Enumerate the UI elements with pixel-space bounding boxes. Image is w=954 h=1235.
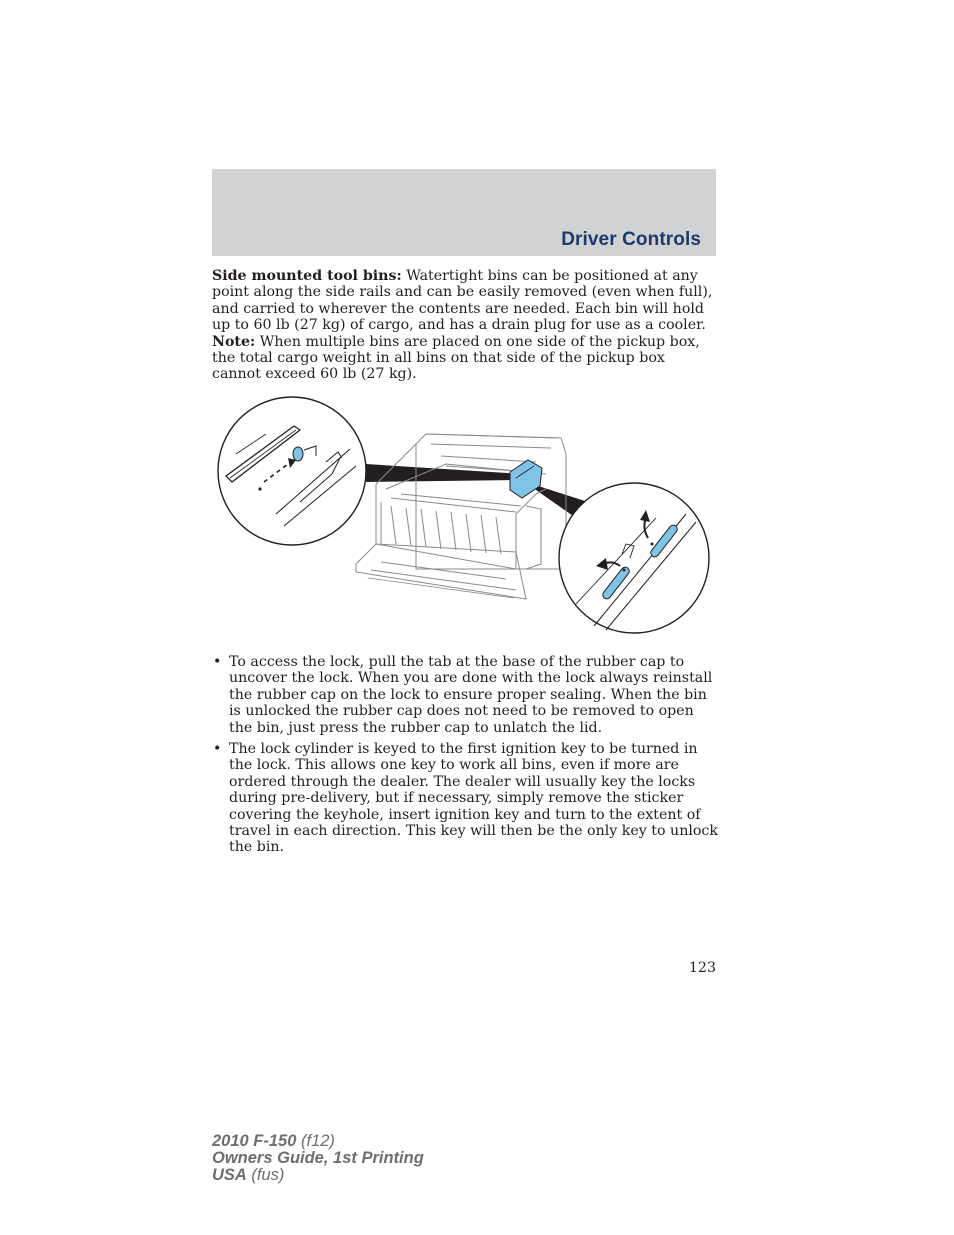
note-label: Note: (212, 333, 256, 350)
intro-paragraph (212, 268, 718, 383)
pickup-truck-drawing (356, 434, 566, 599)
bullet-marker: • (213, 741, 222, 758)
list-item (212, 741, 718, 856)
intro-lead: Side mounted tool bins: (212, 268, 402, 284)
list-item (212, 654, 718, 736)
bullet-text: To access the lock, pull the tab at the base of the rubber cap to uncover the lock. When you are done with the lock always reinstall the rubber cap on the lock to ensure proper sealing. When the bin is unlocked the rubber cap does not need to be removed to open the bin, just press the rubber cap to unlatch the lid. (229, 654, 713, 736)
tool-bin-illustration (216, 394, 712, 634)
tool-bin (510, 460, 542, 498)
page-number: 123 (688, 960, 716, 976)
section-title: Driver Controls (561, 229, 701, 250)
lock-cap-icon (293, 447, 303, 461)
lock-detail-inset (218, 397, 366, 545)
lock-instructions-list (212, 654, 718, 861)
footer-printing: Owners Guide, 1st Printing (212, 1149, 424, 1167)
section-header-band (212, 169, 716, 256)
removal-detail-inset (559, 483, 709, 633)
footer-region-code: (fus) (246, 1166, 285, 1184)
footer-model-code: (f12) (296, 1132, 335, 1150)
document-footer (212, 1133, 424, 1184)
note-text: When multiple bins are placed on one side of the pickup box, the total cargo weight in all bins on that side of the pickup box cannot exceed 60 lb (27 kg). (212, 333, 700, 383)
bullet-marker: • (213, 654, 222, 670)
bullet-text: The lock cylinder is keyed to the first ignition key to be turned in the lock. This allows one key to work all bins, even if more are ordered through the dealer. The dealer will usually key the locks during pre-delivery, but if necessary, simply remove the sticker covering the keyhole, insert ignition key and turn to the extent of travel in each direction. This key will then be the only key to unlock the bin. (229, 741, 718, 856)
footer-region: USA (212, 1166, 247, 1184)
left-callout-pointer (366, 464, 522, 482)
intro-text: Watertight bins can be positioned at any point along the side rails and can be easily removed (even when full), and carried to wherever the contents are needed. Each bin will hold up to 60 lb (27 kg) of cargo, and has a drain plug for use as a cooler. (212, 268, 713, 334)
footer-model: 2010 F-150 (212, 1132, 297, 1150)
